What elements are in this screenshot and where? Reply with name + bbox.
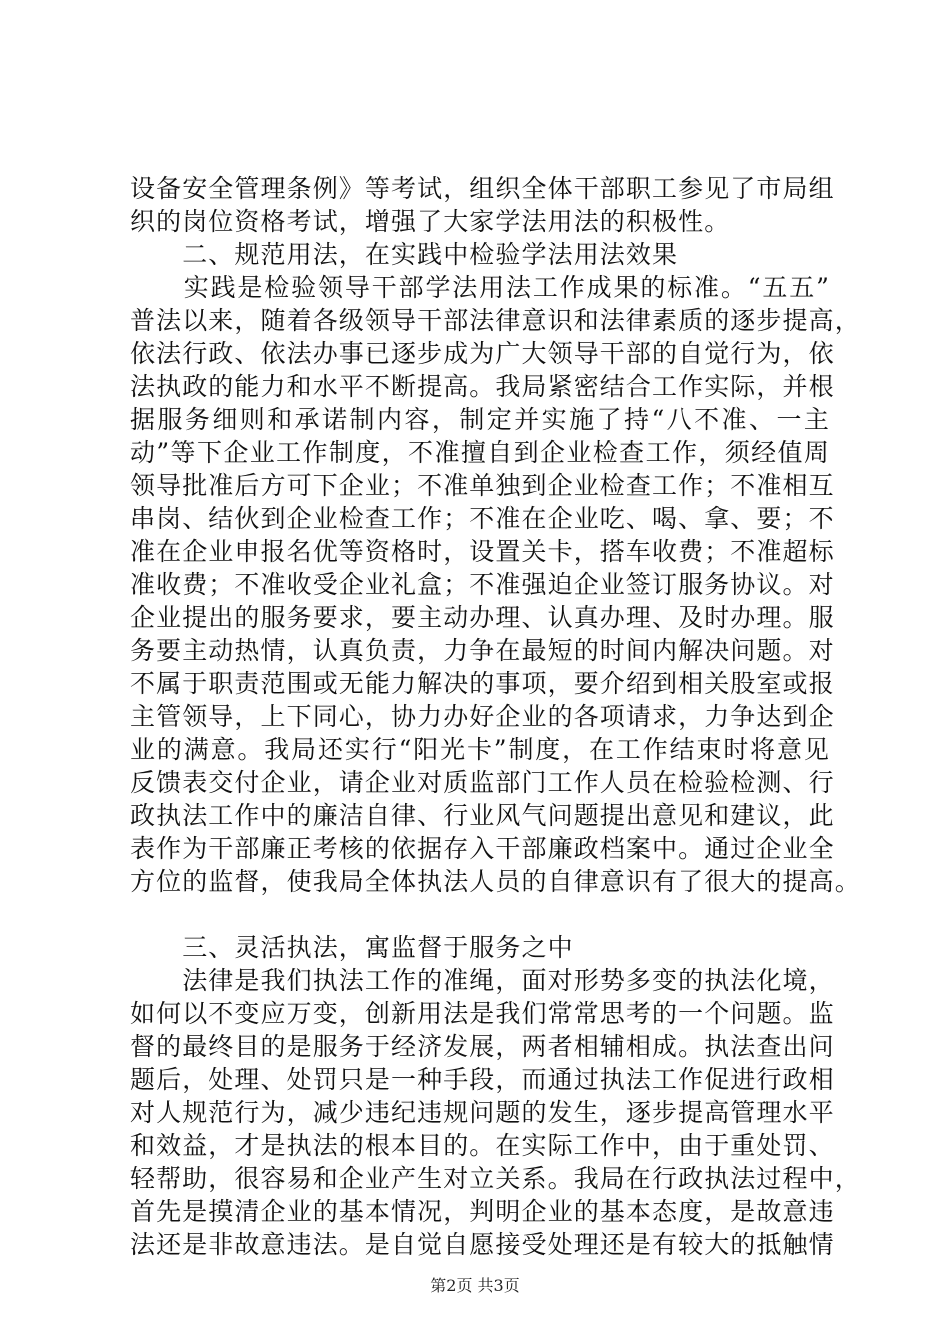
- text-line: 首先是摸清企业的基本情况，判明企业的基本态度，是故意违: [130, 1197, 835, 1226]
- text-line: 对人规范行为，减少违纪违规问题的发生，逐步提高管理水平: [130, 1098, 835, 1127]
- text-line: 题后，处理、处罚只是一种手段，而通过执法工作促进行政相: [130, 1065, 835, 1094]
- section-heading: 三、灵活执法，寓监督于服务之中: [130, 933, 574, 962]
- text-line: 法律是我们执法工作的准绳，面对形势多变的执法化境，: [130, 966, 835, 995]
- blank-line: [130, 899, 830, 931]
- text-line: 主管领导，上下同心，协力办好企业的各项请求，力争达到企: [130, 702, 835, 731]
- text-line: 表作为干部廉正考核的依据存入干部廉政档案中。通过企业全: [130, 834, 835, 863]
- text-line: 领导批准后方可下企业；不准单独到企业检查工作；不准相互: [130, 471, 835, 500]
- text-line: 反馈表交付企业，请企业对质监部门工作人员在检验检测、行: [130, 768, 835, 797]
- text-line: 普法以来，随着各级领导干部法律意识和法律素质的逐步提高，: [130, 306, 861, 335]
- text-line: 政执法工作中的廉洁自律、行业风气问题提出意见和建议，此: [130, 801, 835, 830]
- text-line: 法还是非故意违法。是自觉自愿接受处理还是有较大的抵触情: [130, 1230, 835, 1259]
- section-heading: 二、规范用法，在实践中检验学法用法效果: [130, 240, 679, 269]
- text-line: 如何以不变应万变，创新用法是我们常常思考的一个问题。监: [130, 999, 835, 1028]
- text-line: 务要主动热情，认真负责，力争在最短的时间内解决问题。对: [130, 636, 835, 665]
- text-line: 方位的监督，使我局全体执法人员的自律意识有了很大的提高。: [130, 867, 861, 896]
- text-line: 据服务细则和承诺制内容，制定并实施了持“八不准、一主: [130, 405, 830, 434]
- text-line: 准在企业申报名优等资格时，设置关卡，搭车收费；不准超标: [130, 537, 835, 566]
- text-line: 准收费；不准收受企业礼盒；不准强迫企业签订服务协议。对: [130, 570, 835, 599]
- text-line: 织的岗位资格考试，增强了大家学法用法的积极性。: [130, 207, 731, 236]
- page-footer: 第2页 共3页: [430, 1276, 520, 1295]
- text-line: 业的满意。我局还实行“阳光卡”制度，在工作结束时将意见: [130, 735, 830, 764]
- text-line: 法执政的能力和水平不断提高。我局紧密结合工作实际，并根: [130, 372, 835, 401]
- text-line: 依法行政、依法办事已逐步成为广大领导干部的自觉行为，依: [130, 339, 835, 368]
- text-line: 串岗、结伙到企业检查工作；不准在企业吃、喝、拿、要；不: [130, 504, 835, 533]
- text-line: 轻帮助，很容易和企业产生对立关系。我局在行政执法过程中，: [130, 1164, 861, 1193]
- text-line: 和效益，才是执法的根本目的。在实际工作中，由于重处罚、: [130, 1131, 835, 1160]
- text-line: 实践是检验领导干部学法用法工作成果的标准。“五五”: [130, 273, 830, 302]
- text-line: 督的最终目的是服务于经济发展，两者相辅相成。执法查出问: [130, 1032, 835, 1061]
- text-line: 设备安全管理条例》等考试，组织全体干部职工参见了市局组: [130, 174, 835, 203]
- text-line: 企业提出的服务要求，要主动办理、认真办理、及时办理。服: [130, 603, 835, 632]
- text-line: 动”等下企业工作制度，不准擅自到企业检查工作，须经值周: [130, 438, 830, 467]
- text-line: 不属于职责范围或无能力解决的事项，要介绍到相关股室或报: [130, 669, 835, 698]
